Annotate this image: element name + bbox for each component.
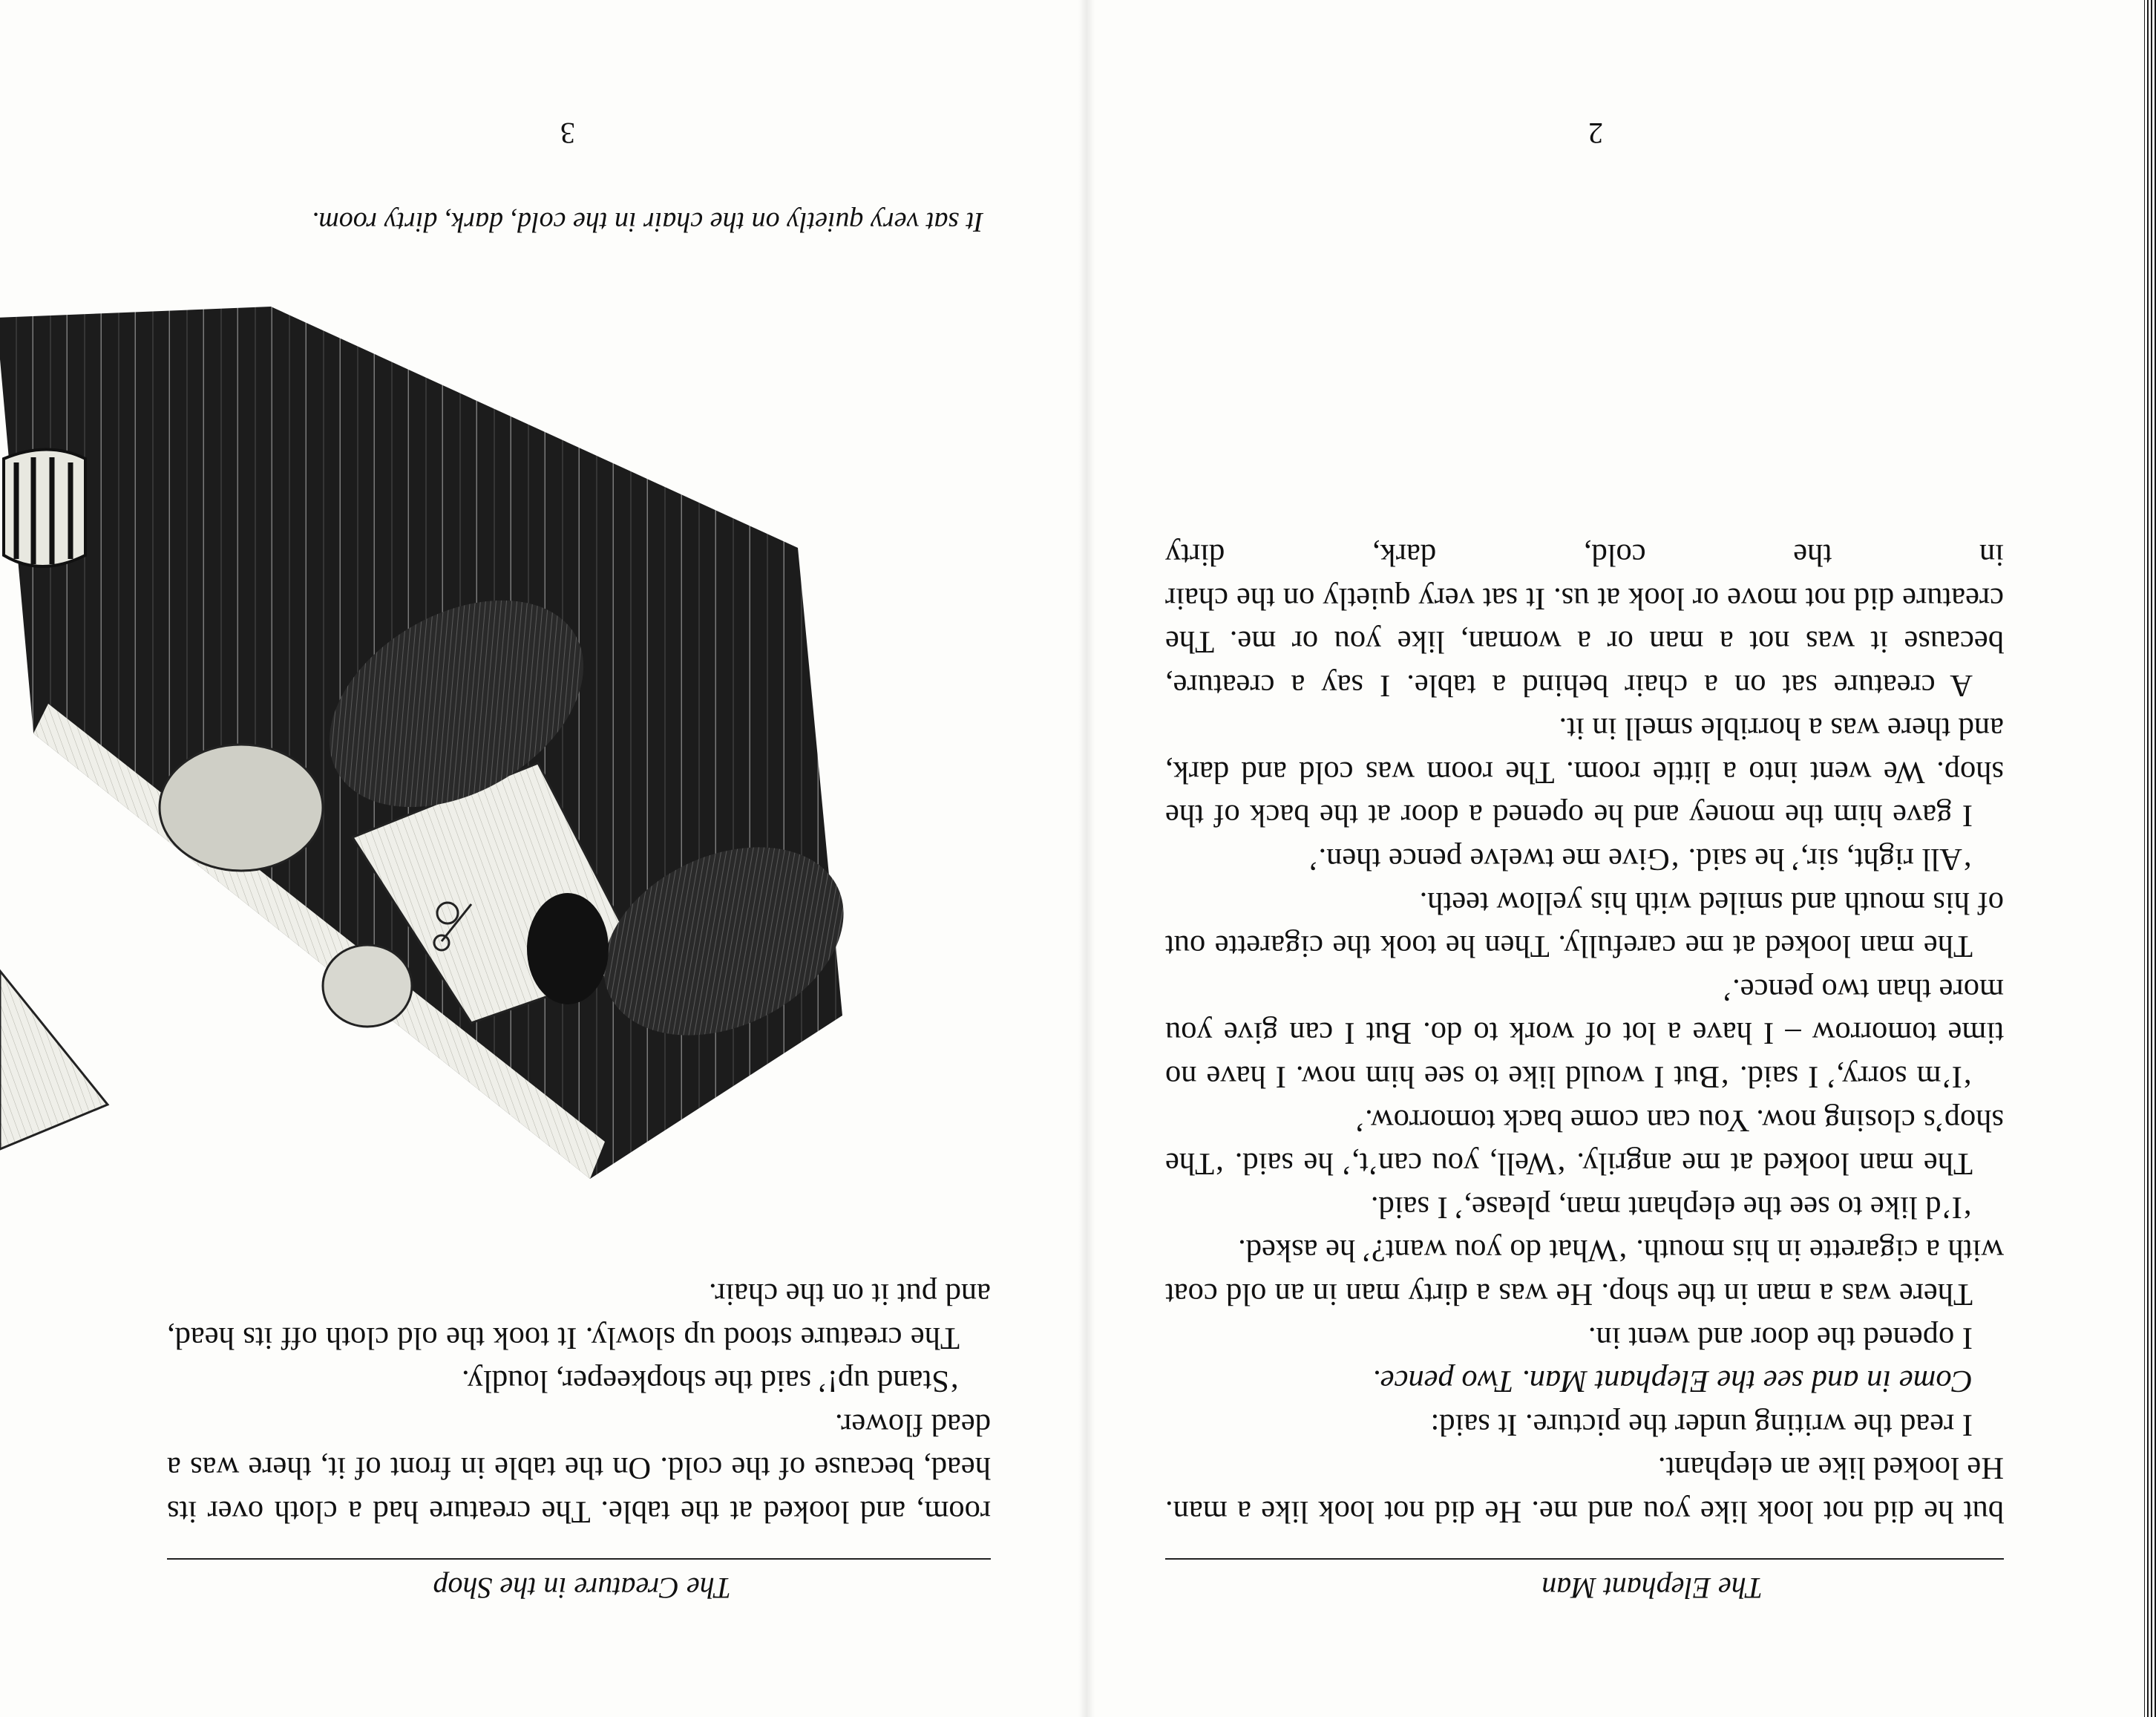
page-number-right: 3 xyxy=(560,117,575,150)
paragraph: I read the writing under the picture. It said: xyxy=(1430,1407,1973,1442)
paragraph: The man looked at me angrily. ‘Well, you can’t,’ he said. ‘The shop’s closing now. You can come back tomorrow.’ xyxy=(1165,1102,2004,1182)
running-head-left: The Elephant Man xyxy=(1541,1572,1763,1605)
paragraph: but he did not look like you and me. He did not look like a man. He looked like an elephant. xyxy=(1165,1451,2004,1529)
quote-paragraph: Come in and see the Elephant Man. Two pence. xyxy=(1372,1364,1973,1399)
barred-shelf xyxy=(4,450,85,567)
illustration-creature-room xyxy=(0,307,887,1194)
paragraph: There was a man in the shop. He was a dirty man in an old coat with a cigarette in his mouth. ‘What do you want?’ he asked. xyxy=(1165,1233,2004,1312)
left-page xyxy=(1087,0,2156,1717)
paragraph: The man looked at me carefully. Then he took the cigarette out of his mouth and smiled with his yellow teeth. xyxy=(1165,885,2004,964)
creature-head-cloth xyxy=(527,893,609,1004)
paragraph: ‘Stand up!’ said the shopkeeper, loudly. xyxy=(461,1364,960,1399)
right-page-text xyxy=(167,1272,991,1533)
header-rule-left xyxy=(1165,1558,2004,1560)
page-number-left: 2 xyxy=(1588,117,1603,150)
paragraph: I opened the door and went in. xyxy=(1587,1320,1973,1355)
window-shape xyxy=(0,971,108,1149)
header-rule-right xyxy=(167,1558,991,1560)
head-light xyxy=(160,745,323,871)
illustration-caption: It sat very quietly on the chair in the cold, dark, dirty room. xyxy=(311,206,983,238)
paragraph: ‘I’d like to see the elephant man, please,’ I said. xyxy=(1370,1189,1973,1225)
paragraph: room, and looked at the table. The creature had a cloth over its head, because of the cold. On the table in front of it, there was a dead flower. xyxy=(167,1407,991,1529)
paragraph: ‘All right, sir,’ he said. ‘Give me twelve pence then.’ xyxy=(1308,842,1973,877)
running-head-right: The Creature in the Shop xyxy=(433,1572,731,1605)
paragraph: A creature sat on a chair behind a table. I say a creature, because it was not a man or a woman, like you or me. The creature did not move or look at us. It sat very quietly on the chair in the cold, dark, dirty xyxy=(1165,537,2004,703)
left-page-text xyxy=(1165,532,2004,1533)
paragraph: I gave him the money and he opened a door at the back of the shop. We went into a little room. The room was cold and dark, and there was a horrible smell in it. xyxy=(1165,711,2004,834)
paragraph: ‘I’m sorry,’ I said. ‘But I would like to see him now. I have no time tomorrow – I have a lot of work to do. But I can give you more than two pence.’ xyxy=(1165,972,2004,1095)
visitor-head xyxy=(323,945,412,1027)
room-scene xyxy=(0,307,874,1179)
paragraph: The creature stood up slowly. It took the old cloth off its head, and put it on the chair. xyxy=(167,1277,991,1355)
